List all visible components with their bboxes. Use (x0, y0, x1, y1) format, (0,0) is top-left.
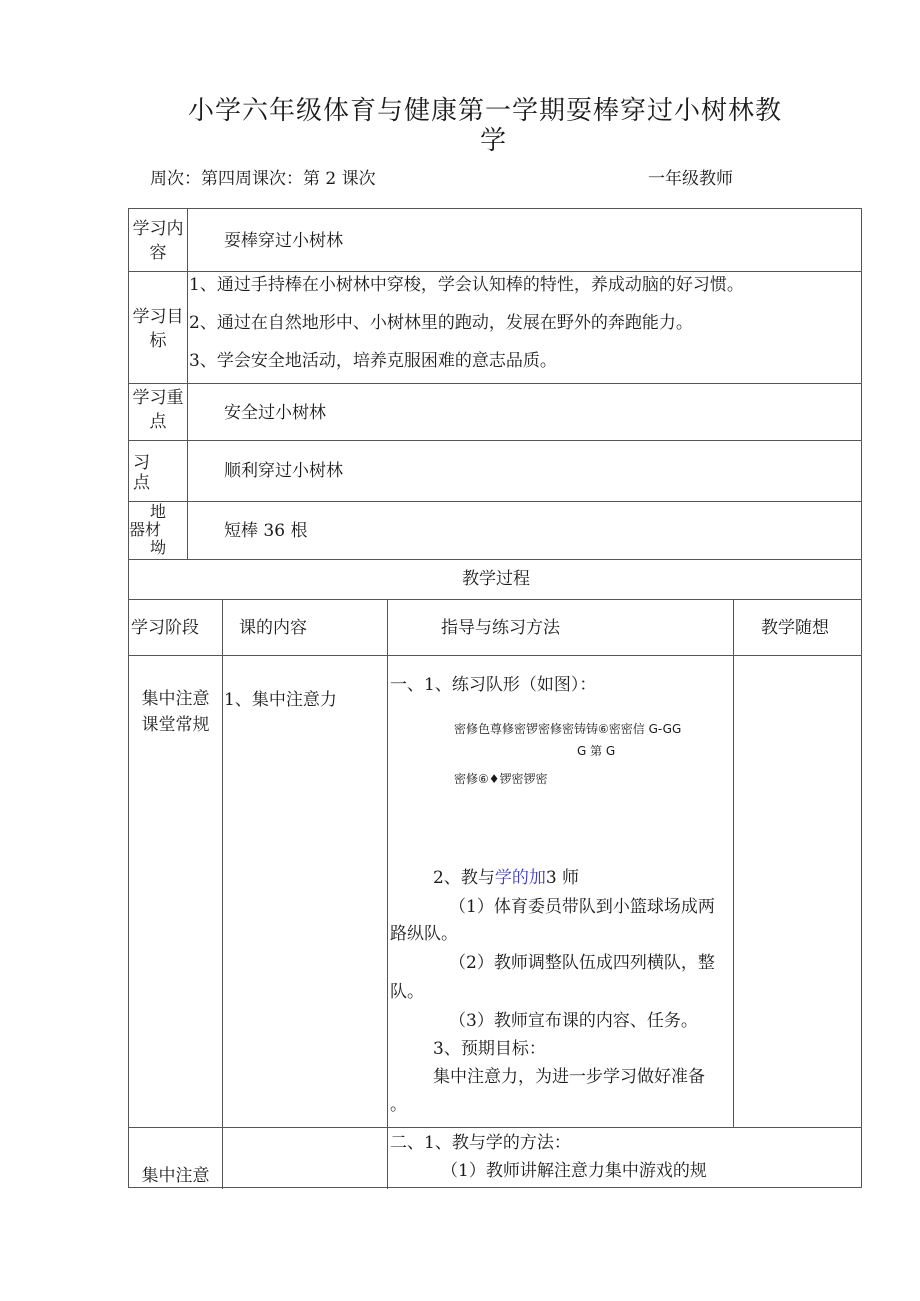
label-key-point (129, 386, 187, 434)
label-line: 学习内 (132, 219, 184, 239)
label-line: 集中注意 (141, 689, 210, 709)
col-divider (222, 599, 223, 1189)
stage-1-label (129, 686, 222, 738)
heading-text: 2、教与 (433, 868, 495, 888)
col-header-reflection: 教学随想 (761, 618, 829, 638)
label-line: 点 (133, 473, 150, 493)
method-step-3: （3）教师宣布课的内容、任务。 (449, 1011, 698, 1031)
stage-2-label: 集中注意 (141, 1166, 210, 1186)
col-divider (387, 599, 388, 1189)
row-divider (129, 501, 861, 502)
method-heading-3: 3、预期目标： (433, 1039, 546, 1059)
title-line-2: 学 (480, 126, 508, 156)
stage-2-method-heading: 二、1、教与学的方法： (390, 1133, 571, 1153)
heading-link-text: 学的加 (494, 868, 546, 888)
label-difficult-point (133, 453, 185, 493)
key-point-value: 安全过小树林 (224, 403, 326, 423)
method-step-1-cont: 路纵队。 (390, 924, 458, 944)
difficult-point-value: 顺利穿过小树林 (224, 461, 343, 481)
meta-week-lesson: 周次：第四周课次：第 2 课次 (150, 169, 376, 189)
lesson-plan-table (128, 208, 862, 1188)
document-title (150, 96, 850, 156)
formation-figure-line-3: 密修⑥♦锣密锣密 (454, 772, 548, 786)
row-divider (129, 599, 861, 600)
label-line: 学习目 (132, 307, 184, 327)
col-divider (733, 599, 734, 1127)
label-line: 课堂常规 (141, 715, 210, 735)
label-line: 学习重 (132, 388, 184, 408)
col-divider (187, 209, 188, 559)
title-line-1: 小学六年级体育与健康第一学期耍棒穿过小树林教 (188, 96, 783, 126)
heading-text: 3 师 (545, 868, 580, 888)
row-divider (129, 271, 861, 272)
method-step-1: （1）体育委员带队到小篮球场成两 (449, 897, 715, 917)
row-divider (129, 383, 861, 384)
meta-teacher: 一年级教师 (648, 169, 733, 189)
method-goal-text: 集中注意力，为进一步学习做好准备 (433, 1067, 705, 1087)
method-step-2-cont: 队。 (390, 982, 424, 1002)
label-line: 习 (133, 453, 150, 473)
label-line: 标 (149, 331, 167, 351)
row-divider (129, 559, 861, 560)
label-line: 器材 (129, 520, 162, 539)
goal-item-3: 3、学会安全地活动，培养克服困难的意志品质。 (189, 351, 557, 371)
method-step-2: （2）教师调整队伍成四列横队，整 (449, 953, 715, 973)
label-line: 容 (149, 243, 167, 263)
goal-item-2: 2、通过在自然地形中、小树林里的跑动，发展在野外的奔跑能力。 (189, 313, 693, 333)
col-header-content: 课的内容 (239, 618, 307, 638)
formation-figure-line-1: 密修色尊修密锣密修密铸铸⑥密密信 G-GG (454, 722, 682, 736)
method-heading-1: 一、1、练习队形（如图）： (390, 675, 597, 695)
label-line: 地 (149, 502, 166, 521)
label-line: 坳 (149, 538, 166, 557)
label-line: 点 (149, 412, 167, 432)
row-divider (129, 655, 861, 656)
content-value: 耍棒穿过小树林 (224, 231, 343, 251)
col-header-stage: 学习阶段 (131, 618, 199, 638)
row-divider (129, 440, 861, 441)
row-divider (129, 1127, 861, 1128)
stage-2-method-step-1: （1）教师讲解注意力集中游戏的规 (441, 1161, 707, 1181)
method-goal-text-cont: 。 (390, 1095, 407, 1115)
equipment-value: 短棒 36 根 (224, 521, 308, 541)
label-content (129, 217, 187, 265)
process-header: 教学过程 (462, 569, 530, 589)
label-goals (129, 305, 187, 353)
goal-item-1: 1、通过手持棒在小树林中穿梭，学会认知棒的特性，养成动脑的好习惯。 (189, 275, 744, 295)
stage-1-content: 1、集中注意力 (224, 690, 337, 710)
method-heading-2 (433, 866, 579, 890)
formation-figure-line-2: G 第 G (577, 744, 616, 758)
label-equipment (129, 503, 187, 557)
col-header-method: 指导与练习方法 (441, 618, 560, 638)
